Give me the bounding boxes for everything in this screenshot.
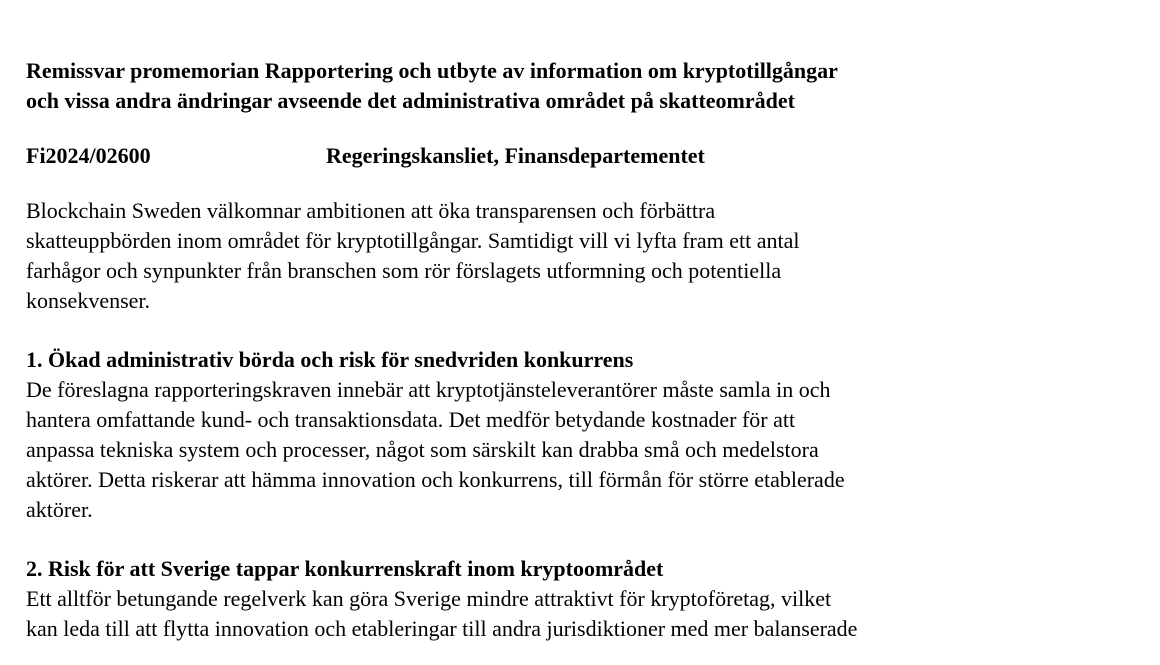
body-line: kan leda till att flytta innovation och etableringar till andra jurisdiktioner med mer balanserade: [26, 616, 858, 641]
section-heading: 2. Risk för att Sverige tappar konkurrenskraft inom kryptoområdet: [26, 556, 664, 581]
section-body: [26, 584, 1136, 644]
section-2: [26, 554, 1136, 644]
section-heading: 1. Ökad administrativ börda och risk för snedvriden konkurrens: [26, 347, 634, 372]
document-title: [26, 56, 1136, 116]
intro-line: skatteuppbörden inom området för kryptotillgångar. Samtidigt vill vi lyfta fram ett antal: [26, 228, 800, 253]
reference-number: Fi2024/02600: [26, 143, 151, 168]
section-body: [26, 375, 1136, 525]
body-line: Ett alltför betungande regelverk kan göra Sverige mindre attraktivt för kryptoföretag, vilket: [26, 586, 832, 611]
intro-paragraph: [26, 196, 1136, 316]
section-1: [26, 345, 1136, 525]
intro-line: farhågor och synpunkter från branschen som rör förslagets utformning och potentiella: [26, 258, 782, 283]
body-line: De föreslagna rapporteringskraven innebär att kryptotjänsteleverantörer måste samla in och: [26, 377, 831, 402]
title-line-1: Remissvar promemorian Rapportering och utbyte av information om kryptotillgångar: [26, 58, 838, 83]
intro-line: konsekvenser.: [26, 288, 151, 313]
body-line: aktörer.: [26, 497, 93, 522]
body-line: anpassa tekniska system och processer, något som särskilt kan drabba små och medelstora: [26, 437, 819, 462]
reference-row: [26, 141, 1136, 171]
document-page: [26, 56, 1136, 644]
title-line-2: och vissa andra ändringar avseende det administrativa området på skatteområdet: [26, 88, 795, 113]
body-line: hantera omfattande kund- och transaktionsdata. Det medför betydande kostnader för att: [26, 407, 796, 432]
recipient: Regeringskansliet, Finansdepartementet: [326, 143, 705, 168]
intro-line: Blockchain Sweden välkomnar ambitionen att öka transparensen och förbättra: [26, 198, 716, 223]
body-line: aktörer. Detta riskerar att hämma innovation och konkurrens, till förmån för större etablerade: [26, 467, 845, 492]
